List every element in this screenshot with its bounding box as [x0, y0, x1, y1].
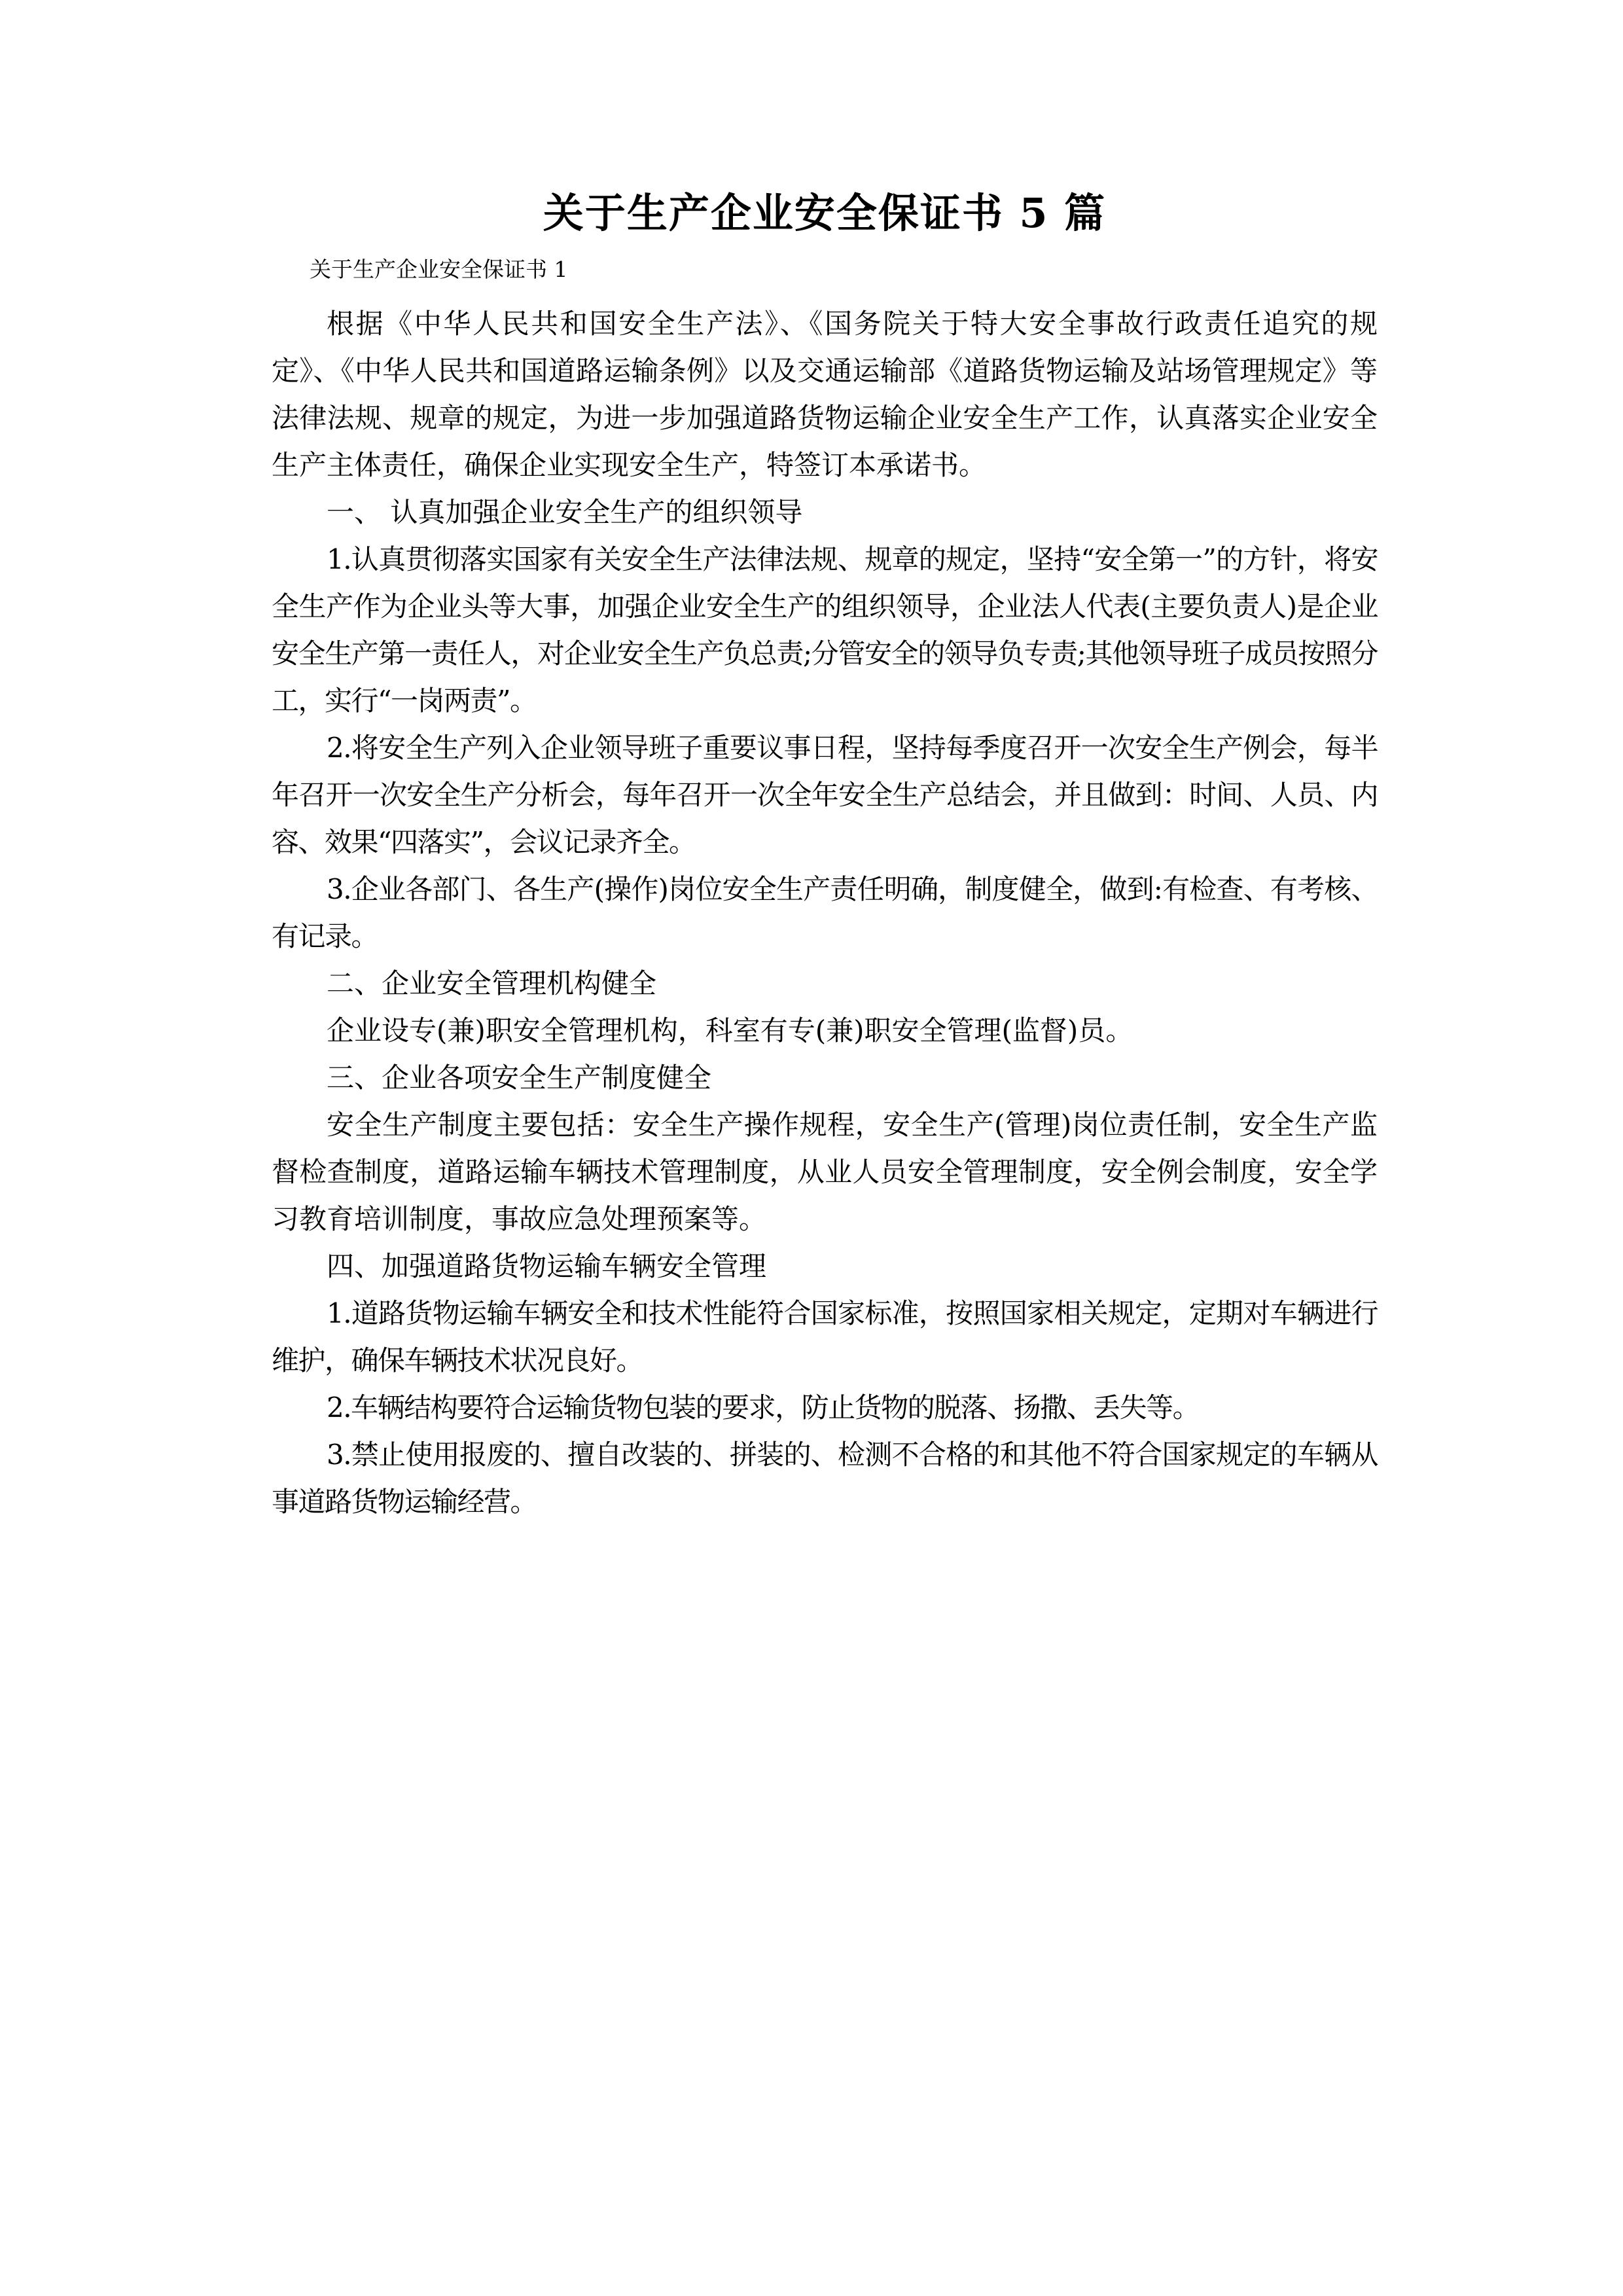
section-heading-3: 三、企业各项安全生产制度健全	[327, 1061, 712, 1094]
list-item-1-3: 3.企业各部门、各生产(操作)岗位安全生产责任明确，制度健全，做到:有检查、有考核、有记录。	[272, 872, 1378, 952]
document-subtitle: 关于生产企业安全保证书 1	[310, 257, 568, 283]
section-heading-2: 二、企业安全管理机构健全	[327, 967, 657, 999]
paragraph-intro: 根据《中华人民共和国安全生产法》、《国务院关于特大安全事故行政责任追究的规定》、《中华人民共和国道路运输条例》以及交通运输部《道路货物运输及站场管理规定》等法律法规、规章的规定，为进一步加强道路货物运输企业安全生产工作，认真落实企业安全生产主体责任，确保企业实现安全生产，特签订本承诺书。	[272, 307, 1378, 481]
list-item-4-2: 2.车辆结构要符合运输货物包装的要求，防止货物的脱落、扬撒、丢失等。	[327, 1391, 1200, 1424]
list-item-1-1: 1.认真贯彻落实国家有关安全生产法律法规、规章的规定，坚持“安全第一”的方针，将安全生产作为企业头等大事，加强企业安全生产的组织领导，企业法人代表(主要负责人)是企业安全生产第一责任人，对企业安全生产负总责;分管安全的领导负专责;其他领导班子成员按照分工，实行“一岗两责”。	[272, 543, 1378, 717]
page-title: 关于生产企业安全保证书 5 篇	[543, 189, 1107, 237]
section-body-2: 企业设专(兼)职安全管理机构，科室有专(兼)职安全管理(监督)员。	[327, 1014, 1133, 1047]
section-heading-4: 四、加强道路货物运输车辆安全管理	[327, 1249, 767, 1282]
document-content	[272, 190, 1378, 1526]
list-item-4-1: 1.道路货物运输车辆安全和技术性能符合国家标准，按照国家相关规定，定期对车辆进行维护，确保车辆技术状况良好。	[272, 1297, 1378, 1376]
section-heading-1: 一、 认真加强企业安全生产的组织领导	[327, 495, 803, 528]
section-body-3: 安全生产制度主要包括：安全生产操作规程，安全生产(管理)岗位责任制，安全生产监督检查制度，道路运输车辆技术管理制度，从业人员安全管理制度，安全例会制度，安全学习教育培训制度，事故应急处理预案等。	[272, 1108, 1378, 1235]
list-item-4-3: 3.禁止使用报废的、擅自改装的、拼装的、检测不合格的和其他不符合国家规定的车辆从事道路货物运输经营。	[272, 1438, 1378, 1518]
list-item-1-2: 2.将安全生产列入企业领导班子重要议事日程，坚持每季度召开一次安全生产例会，每半年召开一次安全生产分析会，每年召开一次全年安全生产总结会，并且做到：时间、人员、内容、效果“四落实”，会议记录齐全。	[272, 731, 1378, 858]
